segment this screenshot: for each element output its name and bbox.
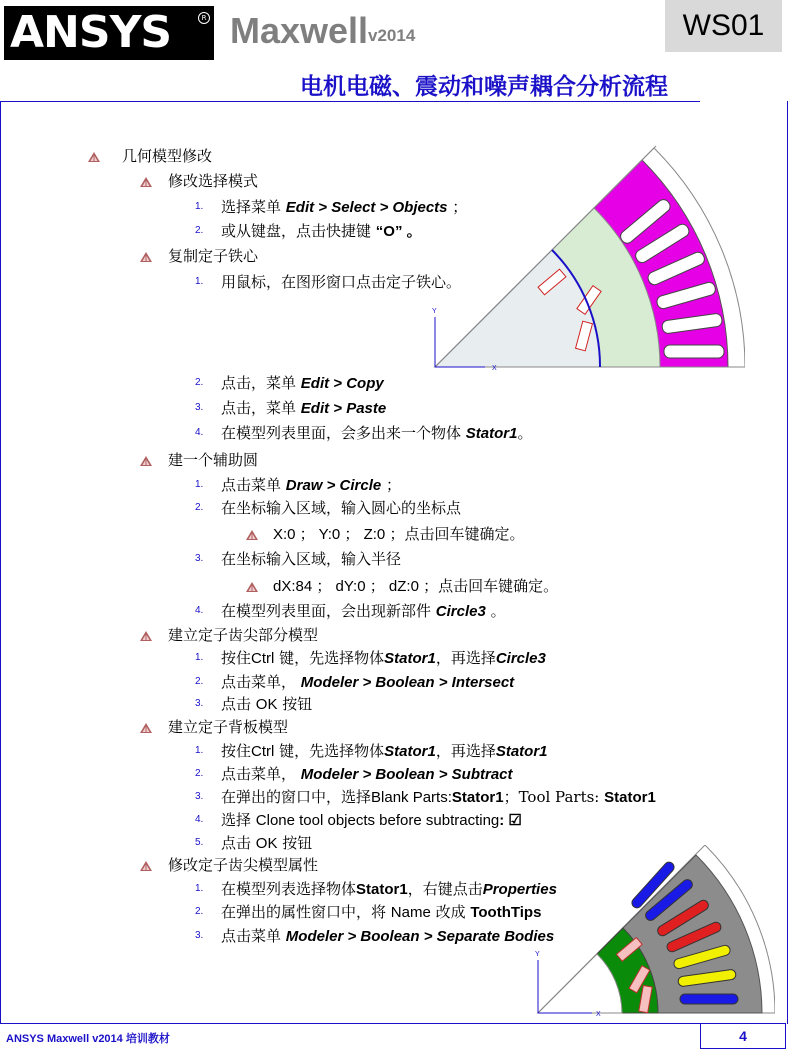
step-number: 3. — [195, 930, 204, 941]
step-number: 2. — [195, 225, 204, 236]
step-number: 1. — [195, 479, 204, 490]
step-number: 4. — [195, 814, 204, 825]
step-text: 点击 OK 按钮 — [221, 695, 313, 713]
section-heading: 几何模型修改 — [122, 147, 213, 165]
step-text: 选择 Clone tool objects before subtracting: ☑ — [221, 811, 522, 829]
bullet-triangle-icon — [140, 252, 152, 262]
step-text: 点击，菜单 Edit > Copy — [221, 374, 384, 392]
product-version: v2014 — [368, 26, 416, 45]
sub-heading: 建立定子齿尖部分模型 — [168, 626, 319, 644]
step-number: 2. — [195, 906, 204, 917]
step-number: 2. — [195, 768, 204, 779]
step-text: 点击 OK 按钮 — [221, 834, 313, 852]
axis-x-label-2: X — [596, 1011, 601, 1018]
step-text: 按住Ctrl 键，先选择物体Stator1，再选择Circle3 — [221, 649, 546, 667]
step-text: 选择菜单 Edit > Select > Objects ； — [221, 198, 468, 216]
axis-x-label: X — [492, 365, 497, 372]
step-number: 1. — [195, 652, 204, 663]
bullet-triangle-icon — [140, 723, 152, 733]
sub-step-text: dX:84 ； dY:0 ； dZ:0 ；点击回车键确定。 — [273, 577, 559, 595]
step-number: 1. — [195, 745, 204, 756]
step-text: 点击菜单 Draw > Circle ； — [221, 476, 402, 494]
step-text: 按住Ctrl 键，先选择物体Stator1，再选择Stator1 — [221, 742, 548, 760]
step-number: 3. — [195, 402, 204, 413]
bullet-triangle-icon — [140, 177, 152, 187]
step-text: 在弹出的窗口中，选择Blank Parts:Stator1；Tool Parts: Stator1 — [221, 788, 656, 806]
logo-text: ANSYS — [10, 7, 172, 58]
step-text: 点击菜单， Modeler > Boolean > Subtract — [221, 765, 513, 783]
step-text: 点击菜单 Modeler > Boolean > Separate Bodies — [221, 927, 555, 945]
step-number: 2. — [195, 502, 204, 513]
step-text: 在模型列表里面，会出现新部件 Circle3 。 — [221, 602, 506, 620]
step-text: 在模型列表里面，会多出来一个物体 Stator1。 — [221, 424, 533, 442]
bullet-triangle-icon — [88, 152, 100, 162]
footer-rule — [0, 1023, 700, 1024]
sub-heading: 建一个辅助圆 — [168, 451, 259, 469]
step-number: 3. — [195, 698, 204, 709]
page-title: 电机电磁、震动和噪声耦合分析流程 — [300, 74, 668, 100]
ansys-logo — [4, 6, 214, 60]
step-text: 用鼠标，在图形窗口点击定子铁心。 — [221, 273, 462, 291]
stator-sector-figure — [410, 145, 750, 375]
title-rule — [0, 101, 700, 102]
sub-heading: 复制定子铁心 — [168, 247, 259, 265]
step-text: 在弹出的属性窗口中，将 Name 改成 ToothTips — [221, 903, 542, 921]
step-number: 2. — [195, 377, 204, 388]
step-number: 5. — [195, 837, 204, 848]
step-number: 3. — [195, 791, 204, 802]
axis-y-label: Y — [432, 308, 437, 315]
stator-tooth-tips-figure — [530, 845, 780, 1020]
sub-step-text: X:0 ； Y:0 ； Z:0 ；点击回车键确定。 — [273, 525, 525, 543]
step-number: 3. — [195, 553, 204, 564]
footer-text: ANSYS Maxwell v2014 培训教材 — [6, 1033, 170, 1045]
step-text: 在模型列表选择物体Stator1，右键点击Properties — [221, 880, 557, 898]
sub-heading: 修改选择模式 — [168, 172, 259, 190]
step-number: 2. — [195, 676, 204, 687]
sub-heading: 修改定子齿尖模型属性 — [168, 856, 319, 874]
step-text: 在坐标输入区域，输入圆心的坐标点 — [221, 499, 462, 517]
workshop-label: WS01 — [665, 0, 782, 52]
registered-mark-icon: R — [198, 12, 210, 24]
bullet-triangle-icon — [246, 530, 258, 540]
page-number: 4 — [700, 1023, 786, 1049]
step-text: 点击菜单， Modeler > Boolean > Intersect — [221, 673, 515, 691]
step-number: 4. — [195, 605, 204, 616]
axis-y-label-2: Y — [535, 951, 540, 958]
frame-left-rule — [0, 101, 1, 1024]
bullet-triangle-icon — [140, 456, 152, 466]
step-number: 1. — [195, 883, 204, 894]
product-name: Maxwell — [230, 10, 369, 51]
step-text: 点击，菜单 Edit > Paste — [221, 399, 387, 417]
step-number: 1. — [195, 276, 204, 287]
bullet-triangle-icon — [246, 582, 258, 592]
bullet-triangle-icon — [140, 631, 152, 641]
step-text: 或从键盘，点击快捷键 “O” 。 — [221, 222, 422, 240]
sub-heading: 建立定子背板模型 — [168, 718, 289, 736]
step-number: 4. — [195, 427, 204, 438]
step-text: 在坐标输入区域，输入半径 — [221, 550, 402, 568]
bullet-triangle-icon — [140, 861, 152, 871]
step-number: 1. — [195, 201, 204, 212]
